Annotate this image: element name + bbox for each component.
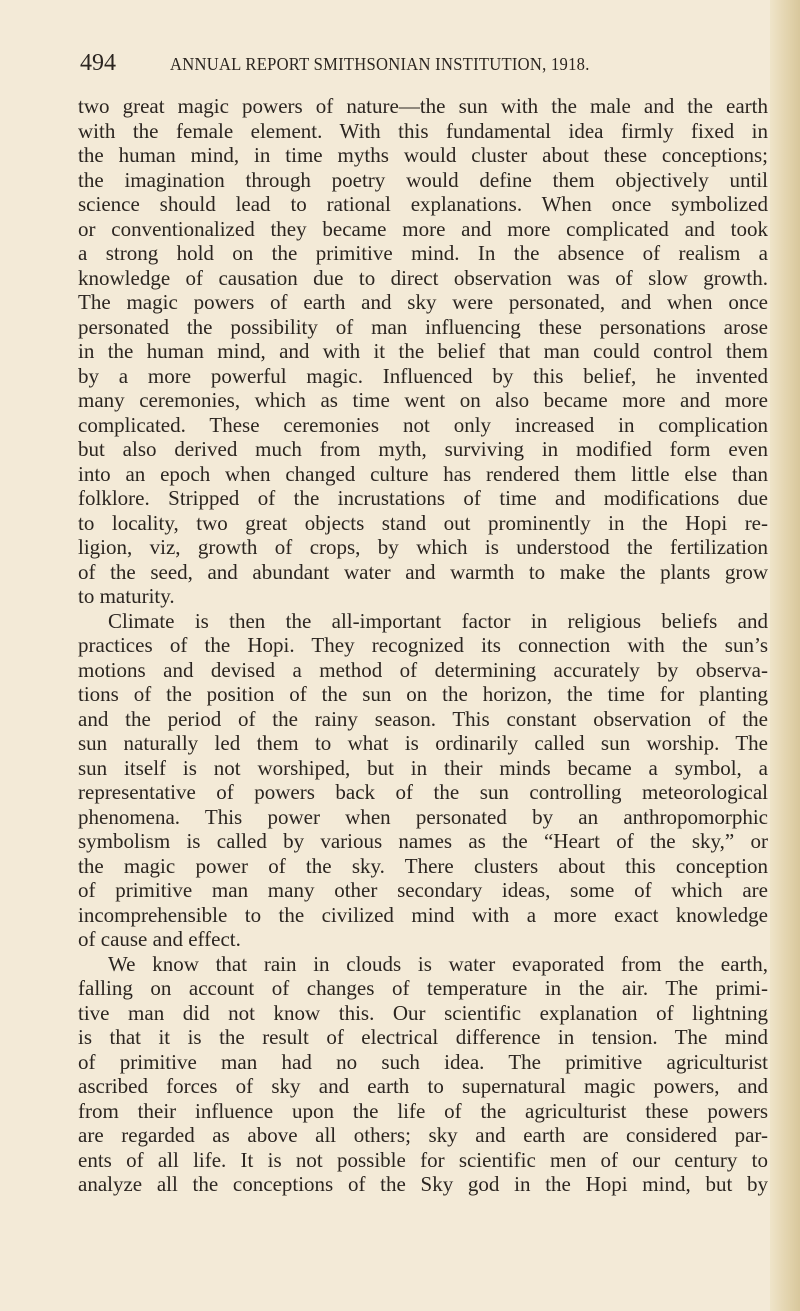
text-line: Climate is then the all-important factor in religious beliefs and: [108, 608, 768, 633]
paragraph: [78, 952, 768, 1197]
paragraph: [78, 609, 768, 952]
text-line: The magic powers of earth and sky were personated, and when once: [78, 290, 768, 314]
text-line: science should lead to rational explanations. When once symbolized: [78, 192, 768, 216]
body-text: [78, 94, 768, 1197]
text-line: phenomena. This power when personated by an anthropomorphic: [78, 804, 768, 829]
text-line: with the female element. With this fundamental idea firmly fixed in: [78, 118, 768, 143]
text-line: complicated. These ceremonies not only increased in complication: [78, 412, 768, 437]
text-line: symbolism is called by various names as the “Heart of the sky,” or: [78, 829, 768, 853]
text-line: and the period of the rainy season. This constant observation of the: [78, 706, 768, 731]
text-line: from their influence upon the life of the agriculturist these powers: [78, 1098, 768, 1123]
text-line: by a more powerful magic. Influenced by this belief, he invented: [78, 363, 768, 388]
text-line: folklore. Stripped of the incrustations of time and modifications due: [78, 486, 768, 510]
running-head: ANNUAL REPORT SMITHSONIAN INSTITUTION, 1918.: [170, 54, 590, 74]
text-line: sun naturally led them to what is ordinarily called sun worship. The: [78, 731, 768, 755]
text-line: ascribed forces of sky and earth to supernatural magic powers, and: [78, 1074, 768, 1098]
page-number: 494: [80, 50, 116, 76]
text-line: tions of the position of the sun on the horizon, the time for planting: [78, 682, 768, 706]
text-line: but also derived much from myth, surviving in modified form even: [78, 437, 768, 461]
text-line: to locality, two great objects stand out prominently in the Hopi re-: [78, 510, 768, 535]
text-line: motions and devised a method of determining accurately by observa-: [78, 657, 768, 682]
text-line: is that it is the result of electrical difference in tension. The mind: [78, 1025, 768, 1049]
text-line: knowledge of causation due to direct observation was of slow growth.: [78, 265, 768, 290]
text-line: into an epoch when changed culture has rendered them little else than: [78, 461, 768, 486]
text-line: of the seed, and abundant water and warmth to make the plants grow: [78, 559, 768, 584]
page-header: [80, 50, 780, 84]
text-line: of primitive man many other secondary ideas, some of which are: [78, 878, 768, 902]
text-line: the human mind, in time myths would cluster about these conceptions;: [78, 143, 768, 167]
text-line: We know that rain in clouds is water evaporated from the earth,: [108, 951, 768, 976]
text-line: ents of all life. It is not possible for scientific men of our century to: [78, 1147, 768, 1172]
text-line: falling on account of changes of temperature in the air. The primi-: [78, 976, 768, 1000]
text-line: the imagination through poetry would define them objectively until: [78, 167, 768, 192]
text-line: practices of the Hopi. They recognized its connection with the sun’s: [78, 633, 768, 657]
text-line: of primitive man had no such idea. The primitive agriculturist: [78, 1049, 768, 1074]
text-line: to maturity.: [78, 584, 175, 608]
text-line: are regarded as above all others; sky and earth are considered par-: [78, 1123, 768, 1147]
text-line: tive man did not know this. Our scientific explanation of lightning: [78, 1000, 768, 1025]
text-line: analyze all the conceptions of the Sky god in the Hopi mind, but by: [78, 1172, 768, 1196]
text-line: incomprehensible to the civilized mind with a more exact knowledge: [78, 902, 768, 927]
text-line: ligion, viz, growth of crops, by which is understood the fertilization: [78, 535, 768, 559]
text-line: sun itself is not worshiped, but in their minds became a symbol, a: [78, 755, 768, 780]
text-line: two great magic powers of nature—the sun with the male and the earth: [78, 94, 768, 118]
text-line: many ceremonies, which as time went on also became more and more: [78, 388, 768, 412]
text-line: representative of powers back of the sun controlling meteorological: [78, 780, 768, 804]
text-line: or conventionalized they became more and more complicated and took: [78, 216, 768, 241]
text-line: the magic power of the sky. There clusters about this conception: [78, 853, 768, 878]
text-line: in the human mind, and with it the belief that man could control them: [78, 339, 768, 363]
page-edge-shadow: [770, 0, 800, 1311]
text-line: personated the possibility of man influencing these personations arose: [78, 314, 768, 339]
text-line: of cause and effect.: [78, 927, 241, 951]
text-line: a strong hold on the primitive mind. In the absence of realism a: [78, 241, 768, 265]
paragraph: [78, 94, 768, 609]
